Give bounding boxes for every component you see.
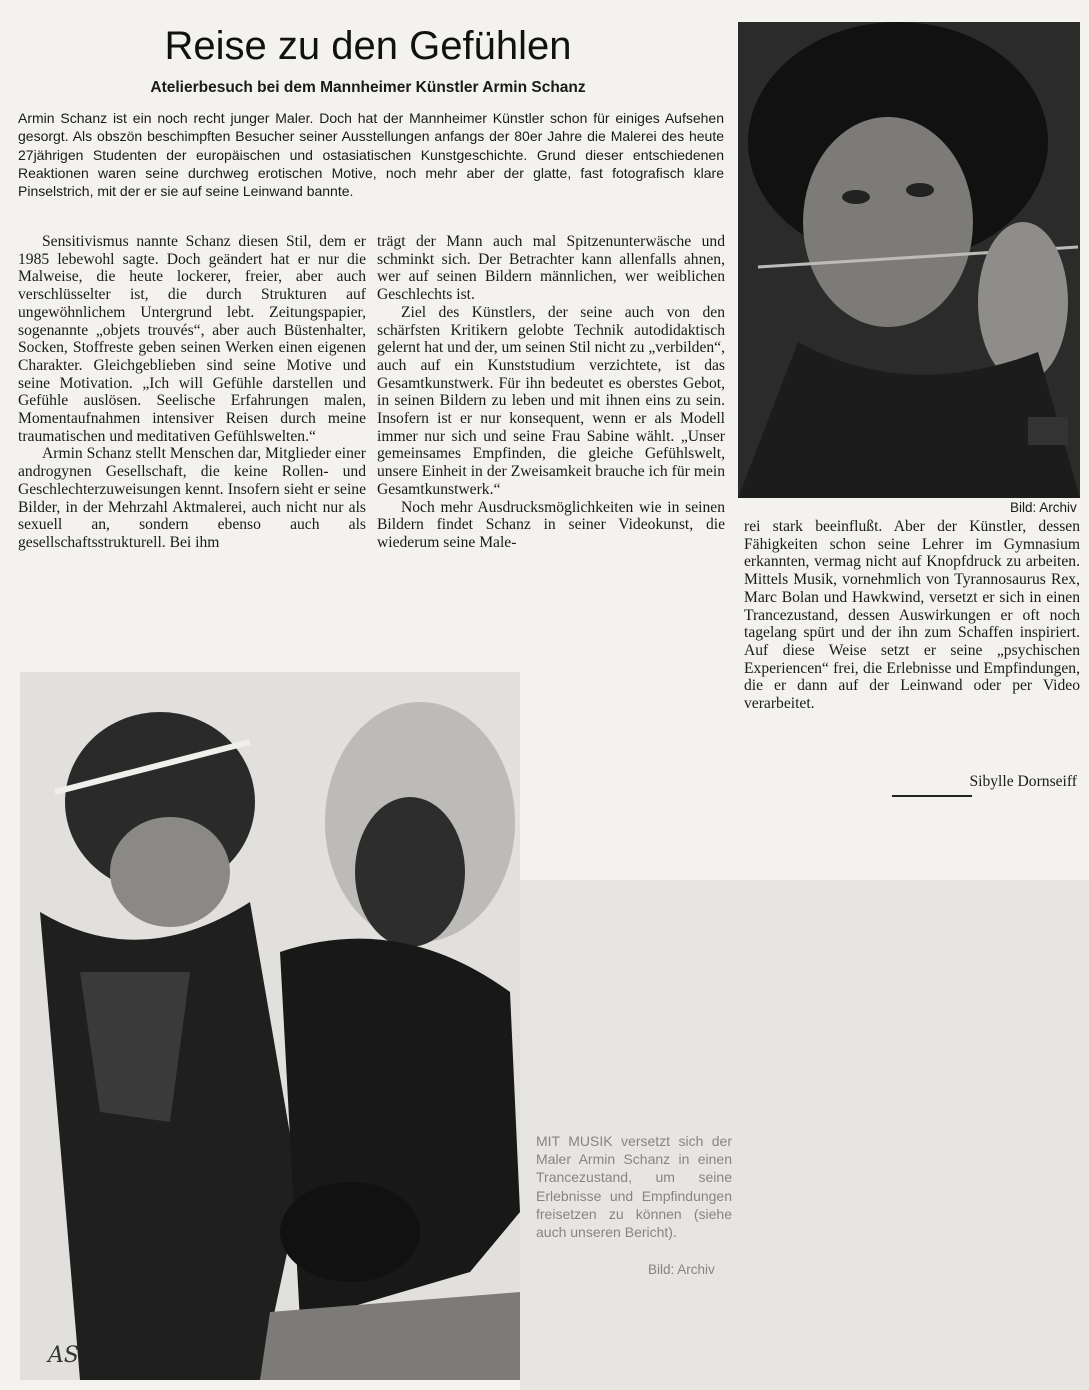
- paragraph: Ziel des Künstlers, der seine auch von den schärfsten Kritikern gelobte Technik autodidaktisch gelernt hat und der, um seinen Stil nicht zu „verbilden“, auch auf ein Kunststudium verzichtete, ist das Gesamtkunstwerk. Für ihn bedeutet es oberstes Gebot, in seinen Bildern zu leben und mit ihnen eins zu sein. Insofern ist er nur konsequent, wenn er als Modell immer nur sich und seine Frau Sabine wählt. „Unser gemeinsames Empfinden, die gleiche Gefühlswelt, unsere Einheit in der Zweisamkeit brauche ich für mein Gesamtkunstwerk.“: [377, 303, 725, 498]
- paragraph: Noch mehr Ausdrucksmöglichkeiten wie in seinen Bildern findet Schanz in seiner Videokunst, die wiederum seine Male-: [377, 498, 725, 551]
- bleed-through-area: [520, 880, 1089, 1390]
- portrait-credit: Bild: Archiv: [1010, 500, 1077, 515]
- paragraph: Armin Schanz stellt Menschen dar, Mitglieder einer androgynen Gesellschaft, die keine Rollen- und Geschlechterzuweisungen kennt. Insofern sieht er seine Bilder, in der Mehrzahl Aktmalerei, auch nicht nur als sexuell an, sondern ebenso auch als gesellschaftsstrukturell. Bei ihm: [18, 445, 366, 551]
- article-column-3: [744, 518, 1080, 713]
- paragraph: trägt der Mann auch mal Spitzenunterwäsche und schminkt sich. Der Betrachter kann allenfalls ahnen, wer auf seinen Bildern männlichen, wer weiblichen Geschlechts ist.: [377, 233, 725, 304]
- painting-photo: [20, 672, 520, 1380]
- lead-paragraph: Armin Schanz ist ein noch recht junger Maler. Doch hat der Mannheimer Künstler schon für einiges Aufsehen gesorgt. Als obszön beschimpften Besucher seiner Ausstellungen anfangs der 80er Jahre die Malerei des heute 27jährigen Studenten der europäischen und ostasiatischen Kunstgeschichte. Grund dieser entschiedenen Reaktionen waren seine durchweg erotischen Motive, noch mehr aber der glatte, fast fotografisch klare Pinselstrich, mit der er sie auf seine Leinwand bannte.: [18, 110, 724, 200]
- svg-text:AS: AS: [48, 1343, 79, 1368]
- subheadline: Atelierbesuch bei dem Mannheimer Künstler Armin Schanz: [150, 79, 586, 96]
- portrait-illustration: [738, 22, 1080, 498]
- article-column-1: [18, 233, 366, 552]
- portrait-photo: [738, 22, 1080, 498]
- paragraph: Sensitivismus nannte Schanz diesen Stil, dem er 1985 lebewohl sagte. Doch geändert hat er nur die Malweise, die heute lockerer, freier, aber auch verschlüsselter ist, die durch Strukturen auf ungewöhnlichem Untergrund lebt. Zeitungspapier, sogenannte „objets trouvés“, aber auch Büstenhalter, Socken, Stoffreste geben seinen Werken einen eigenen Charakter. Gleichgeblieben sind seine Motive und seine Motivation. „Ich will Gefühle darstellen und Gefühle auslösen. Seelische Erfahrungen malen, Momentaufnahmen intensiver Reisen durch meine traumatischen und meditativen Gefühlswelten.“: [18, 233, 366, 445]
- paragraph: rei stark beeinflußt. Aber der Künstler, dessen Fähigkeiten schon seine Lehrer im Gymnasium erkannten, vermag nicht auf Knopfdruck zu arbeiten. Mittels Musik, vornehmlich von Tyrannosaurus Rex, Marc Bolan und Hawkwind, versetzt er sich in einen Trancezustand, dessen Auswirkungen er oft noch tagelang spürt und der ihn zum Schaffen inspiriert. Auf diese Weise setzt er seine „psychischen Experiencen“ frei, die Erlebnisse und Empfindungen, die er dann auf der Leinwand oder per Video verarbeitet.: [744, 518, 1080, 713]
- end-rule: [892, 795, 972, 797]
- article-column-2: [377, 233, 725, 552]
- headline: Reise zu den Gefühlen: [164, 24, 572, 68]
- painting-illustration: [20, 672, 520, 1380]
- author-byline: Sibylle Dornseiff: [969, 773, 1077, 790]
